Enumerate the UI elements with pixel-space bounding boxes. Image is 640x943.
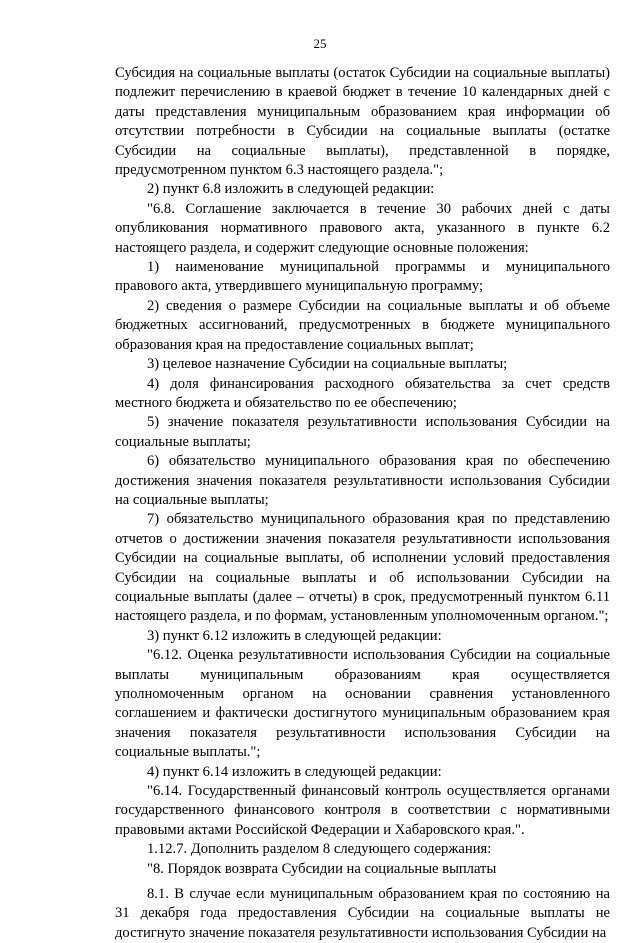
paragraph: 3) пункт 6.12 изложить в следующей редакции: bbox=[147, 627, 442, 644]
paragraph: "8. Порядок возврата Субсидии на социальные выплаты bbox=[147, 860, 497, 877]
paragraph: "6.12. Оценка результативности использования Субсидии на социальные выплаты муниципальным образованиям края осуществляется уполномоченным органом на основании сравнения установленного соглашением и фактически достигнутого муниципальным образованием края значения показателя результативности использования Субсидии на социальные выплаты."; bbox=[115, 647, 610, 761]
paragraph: 3) целевое назначение Субсидии на социальные выплаты; bbox=[147, 356, 508, 373]
document-body bbox=[115, 64, 610, 943]
page-number: 25 bbox=[313, 36, 327, 51]
paragraph: 6) обязательство муниципального образования края по обеспечению достижения значения показателя результативности использования Субсидии на социальные выплаты; bbox=[115, 453, 610, 508]
paragraph: Субсидия на социальные выплаты (остаток Субсидии на социальные выплаты) подлежит перечислению в краевой бюджет в течение 10 календарных дней с даты представления муниципальным образованием края информации об отсутствии потребности в Субсидии на социальные выплаты (остатке Субсидии на социальные выплаты), представленной в порядке, предусмотренном пунктом 6.3 настоящего раздела."; bbox=[115, 65, 610, 179]
paragraph: 8.1. В случае если муниципальным образованием края по состоянию на 31 декабря года предоставления Субсидии на социальные выплаты не достигнуто значение показателя результативности использования Субсидии на bbox=[115, 886, 610, 941]
paragraph: "6.8. Соглашение заключается в течение 30 рабочих дней с даты опубликования нормативного правового акта, указанного в пункте 6.2 настоящего раздела, и содержит следующие основные положения: bbox=[115, 200, 610, 256]
paragraph: 1.12.7. Дополнить разделом 8 следующего содержания: bbox=[147, 841, 492, 858]
paragraph: "6.14. Государственный финансовый контроль осуществляется органами государственного финансового контроля в соответствии с нормативными правовыми актами Российской Федерации и Хабаровского края.". bbox=[115, 783, 610, 838]
paragraph: 1) наименование муниципальной программы и муниципального правового акта, утвердившего муниципальную программу; bbox=[115, 259, 610, 295]
paragraph: 4) пункт 6.14 изложить в следующей редакции: bbox=[147, 763, 442, 780]
paragraph: 7) обязательство муниципального образования края по представлению отчетов о достижении значения показателя результативности использования Субсидии на социальные выплаты, об исполнении условий предоставления Субсидии на социальные выплаты и об использовании Субсидии на социальные выплаты (далее – отчеты) в срок, предусмотренный пунктом 6.11 настоящего раздела, и по формам, установленным уполномоченным органом."; bbox=[115, 511, 610, 625]
paragraph: 2) сведения о размере Субсидии на социальные выплаты и об объеме бюджетных ассигнований, предусмотренных в бюджете муниципального образования края на предоставление социальных выплат; bbox=[115, 297, 610, 353]
paragraph: 5) значение показателя результативности использования Субсидии на социальные выплаты; bbox=[115, 414, 610, 450]
paragraph: 2) пункт 6.8 изложить в следующей редакции: bbox=[147, 181, 435, 198]
paragraph: 4) доля финансирования расходного обязательства за счет средств местного бюджета и обязательство по ее обеспечению; bbox=[115, 375, 610, 411]
